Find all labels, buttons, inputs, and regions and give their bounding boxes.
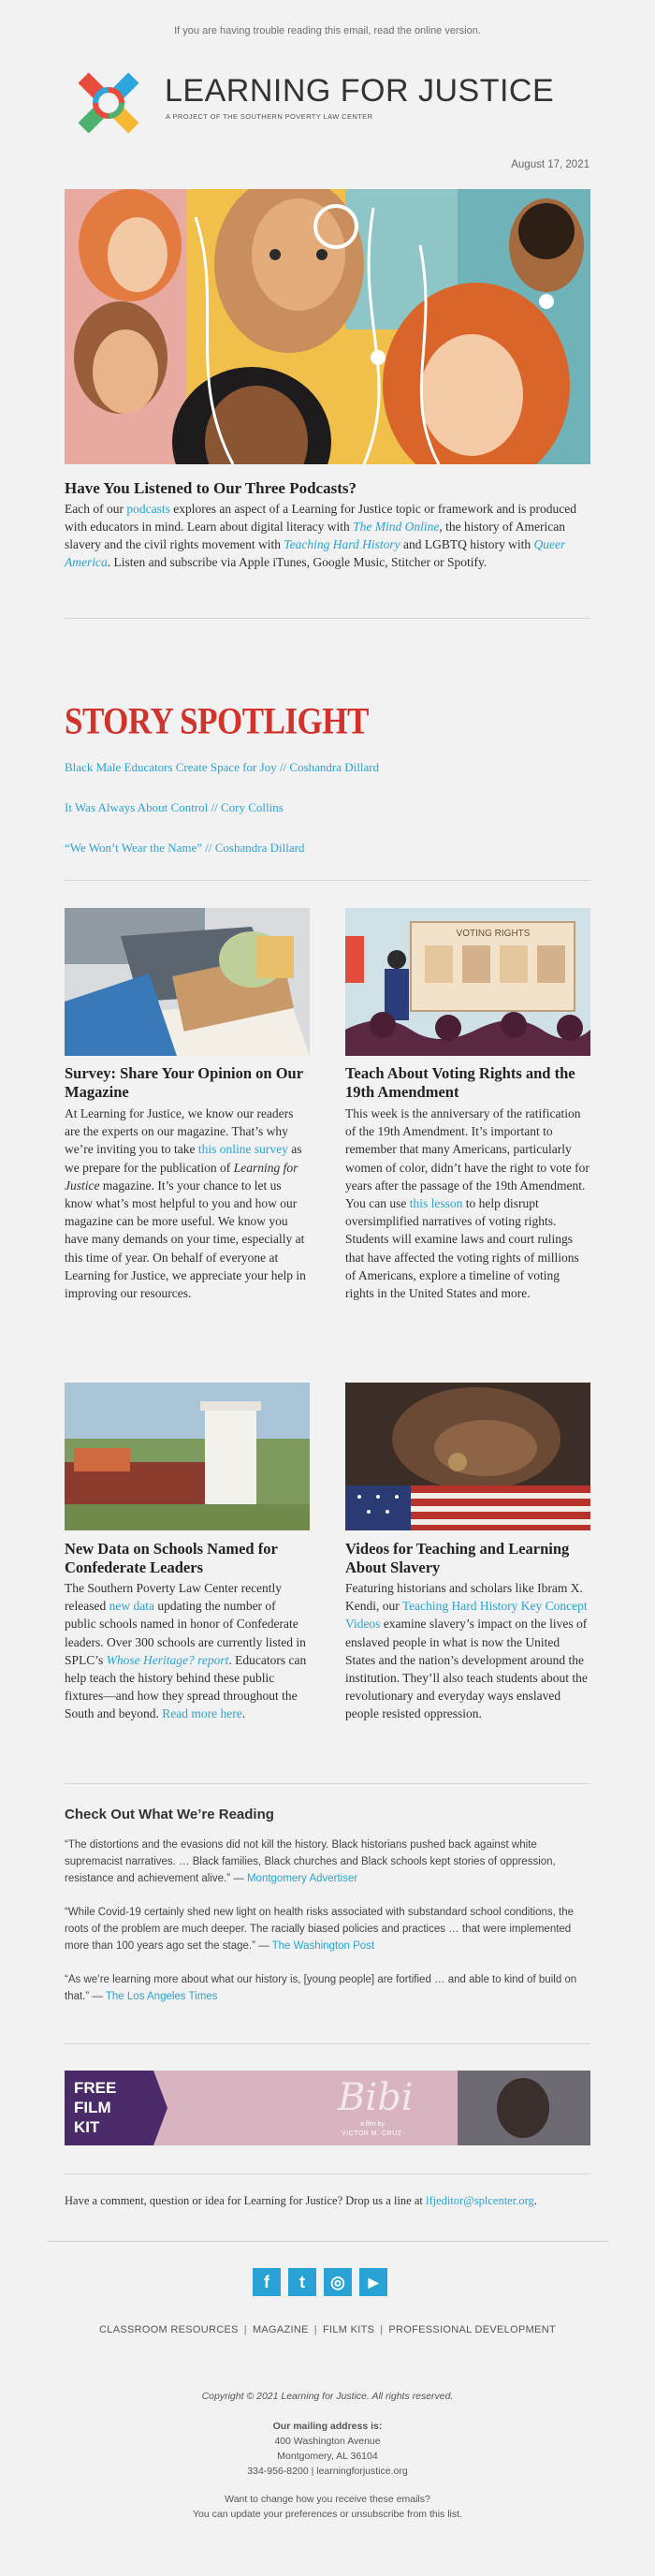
banner-line: FILM	[74, 2099, 111, 2116]
mind-online-link[interactable]: The Mind Online	[353, 520, 440, 534]
survey-text	[65, 1105, 310, 1302]
classroom-resources-link[interactable]: CLASSROOM RESOURCES	[99, 2324, 239, 2335]
footer-nav	[0, 2324, 655, 2335]
new-data-link[interactable]: new data	[109, 1599, 154, 1614]
brand-name: LEARNING FOR JUSTICE	[165, 73, 555, 109]
laptop-notebook-illustration	[65, 908, 310, 1056]
survey-image[interactable]	[65, 908, 310, 1056]
film-title: Bibi	[338, 2076, 414, 2119]
reading-heading: Check Out What We’re Reading	[65, 1807, 274, 1822]
professional-development-link[interactable]: PROFESSIONAL DEVELOPMENT	[388, 2324, 556, 2335]
text-segment: Have a comment, question or idea for Learning for Justice? Drop us a line at	[65, 2194, 426, 2207]
podcasts-text	[65, 500, 590, 571]
schools-text	[65, 1579, 310, 1723]
divider	[65, 880, 590, 881]
podcasts-title: Have You Listened to Our Three Podcasts?	[65, 479, 357, 497]
brand-tagline: A PROJECT OF THE SOUTHERN POVERTY LAW CENTER	[166, 112, 373, 121]
hands-logo-icon	[66, 60, 152, 146]
text-segment: to help disrupt oversimplified narratives of voting rights. Students will examine laws and court rulings that have affected the voting rights of millions of Americans, explore a timeline of voting rights in the United States and more.	[345, 1196, 579, 1301]
free-film-kit-banner[interactable]	[65, 2071, 590, 2145]
spotlight-link-2[interactable]: It Was Always About Control // Cory Collins	[65, 800, 284, 814]
quote-text: “While Covid-19 certainly shed new light on health risks associated with substandard school conditions, the roots of the problem are much deeper. The racially biased policies and practices … that were implemented more than 100 years ago set the stage.” —	[65, 1907, 574, 1952]
text-segment: . Listen and subscribe via Apple iTunes, Google Music, Stitcher or Spotify.	[107, 555, 488, 569]
podcast-listeners-illustration	[65, 189, 590, 464]
text-segment: At Learning for Justice, we know our readers are the experts on our magazine. That’s why we’re inviting you to take	[65, 1106, 294, 1157]
schools-image[interactable]	[65, 1383, 310, 1530]
instagram-icon[interactable]: ◎	[324, 2268, 352, 2296]
key-concept-videos-link[interactable]: Teaching Hard History Key Concept Videos	[345, 1599, 588, 1632]
contact-line: 334-956-8200 | learningforjustice.org	[247, 2466, 408, 2477]
text-segment: Learning for Justice	[65, 1160, 298, 1193]
divider	[65, 1783, 590, 1784]
text-segment: Each of our	[65, 502, 127, 516]
change-prompt: Want to change how you receive these emails?	[225, 2494, 430, 2505]
read-online-note[interactable]: If you are having trouble reading this email, read the online version.	[174, 25, 481, 37]
voting-lesson-link[interactable]: this lesson	[409, 1196, 463, 1211]
text-segment: .	[533, 2194, 537, 2207]
banner-line: FREE	[74, 2079, 117, 2097]
unsubscribe-link[interactable]: unsubscribe from this list	[351, 2509, 460, 2520]
preferences-line	[0, 2507, 655, 2522]
teaching-hard-history-link[interactable]: Teaching Hard History	[284, 537, 400, 551]
montgomery-advertiser-link[interactable]: Montgomery Advertiser	[246, 1873, 358, 1884]
film-banner-background	[65, 2071, 590, 2145]
text-segment: magazine. It’s your chance to let us know what’s most helpful to you and how our magazine can be more useful. We know you have many demands on your time, especially at this time of year. On behalf of everyone at Learning for Justice, we appreciate your help in improving our resources.	[65, 1178, 306, 1301]
update-preferences-link[interactable]: update your preferences	[230, 2509, 338, 2520]
film-credit: a film by	[360, 2121, 386, 2128]
voting-rights-classroom-illustration	[345, 908, 590, 1056]
nav-separator: |	[380, 2324, 384, 2335]
text-segment: You can	[193, 2509, 231, 2520]
magazine-link[interactable]: MAGAZINE	[252, 2324, 309, 2335]
free-film-kit-label	[74, 2078, 116, 2137]
film-director: VICTOR M. CRUZ	[342, 2130, 402, 2137]
podcasts-hero-image[interactable]	[65, 189, 590, 464]
editor-email-link[interactable]: lfjeditor@splcenter.org	[425, 2194, 534, 2207]
address-line-2: Montgomery, AL 36104	[277, 2451, 378, 2462]
quote-text: “The distortions and the evasions did not kill the history. Black historians pushed back against white supremacist narratives. … Black families, Black churches and Black schools kept stories of oppression, resistance and achievement alive.” —	[65, 1839, 556, 1884]
text-segment: examine slavery’s impact on the lives of enslaved people in what is now the United States and the nation’s development around the institution. They’ll also teach students about the revolutionary and everyday ways enslaved people resisted oppression.	[345, 1617, 588, 1721]
nav-separator: |	[243, 2324, 247, 2335]
read-more-link[interactable]: Read more here	[162, 1706, 242, 1721]
text-segment: updating the number of public schools named in honor of Confederate leaders. Over 300 schools are currently listed in SPLC’s	[65, 1599, 306, 1667]
text-segment: . Educators can help teach the history behind these public fixtures—and how they spread throughout the South and beyond.	[65, 1652, 307, 1721]
footer-divider	[47, 2241, 608, 2242]
hands-flag-photo	[345, 1383, 590, 1530]
voting-text	[345, 1105, 590, 1302]
reading-quote-3	[65, 1971, 590, 2005]
text-segment: explores an aspect of a Learning for Justice topic or framework and is produced with educators in mind. Learn about digital literacy with	[65, 502, 576, 534]
copyright: Copyright © 2021 Learning for Justice. All rights reserved.	[201, 2391, 454, 2402]
mailing-label: Our mailing address is:	[272, 2421, 383, 2432]
social-icons	[253, 2268, 387, 2296]
spotlight-link-1[interactable]: Black Male Educators Create Space for Joy // Coshandra Dillard	[65, 760, 380, 774]
text-segment: and LGBTQ history with	[400, 537, 534, 551]
address-line-1: 400 Washington Avenue	[274, 2436, 381, 2447]
text-segment: The Southern Poverty Law Center recently released	[65, 1581, 283, 1614]
banner-line: KIT	[74, 2118, 100, 2136]
nav-separator: |	[313, 2324, 317, 2335]
youtube-icon[interactable]: ▶	[359, 2268, 387, 2296]
quote-text: “As we’re learning more about what our history is, [young people] are fortified … and able to kind of build on that.” —	[65, 1974, 577, 2002]
videos-text	[345, 1579, 590, 1723]
text-segment: or	[337, 2509, 352, 2520]
podcasts-link[interactable]: podcasts	[126, 502, 170, 516]
text-segment: .	[241, 1706, 246, 1721]
washington-post-link[interactable]: The Washington Post	[271, 1940, 375, 1952]
reading-quote-1	[65, 1837, 590, 1887]
header-logo[interactable]	[66, 58, 599, 152]
videos-title: Videos for Teaching and Learning About Slavery	[345, 1540, 570, 1576]
voting-title: Teach About Voting Rights and the 19th Amendment	[345, 1064, 575, 1101]
school-monument-photo	[65, 1383, 310, 1530]
spotlight-link-3[interactable]: “We Won’t Wear the Name” // Coshandra Dillard	[65, 841, 305, 855]
divider	[65, 618, 590, 619]
voting-rights-sign: VOTING RIGHTS	[456, 929, 531, 939]
film-kits-link[interactable]: FILM KITS	[322, 2324, 375, 2335]
issue-date: August 17, 2021	[511, 159, 590, 170]
survey-link[interactable]: this online survey	[197, 1142, 288, 1157]
text-segment: This week is the anniversary of the ratification of the 19th Amendment. It’s important to remember that many Americans, particularly women of color, didn’t have the right to vote for years after the passage of the 19th Amendment. You can use	[345, 1106, 590, 1211]
comment-line	[65, 2194, 590, 2208]
queer-america-link[interactable]: Queer America	[65, 537, 566, 569]
facebook-icon[interactable]: f	[253, 2268, 281, 2296]
whose-heritage-link[interactable]: Whose Heritage? report	[106, 1652, 229, 1667]
text-segment: , the history of American slavery and the civil rights movement with	[65, 520, 566, 551]
text-segment: Featuring historians and scholars like Ibram X. Kendi, our	[345, 1581, 583, 1614]
twitter-icon[interactable]: t	[288, 2268, 316, 2296]
voting-rights-image[interactable]	[345, 908, 590, 1056]
schools-title: New Data on Schools Named for Confederate Leaders	[65, 1540, 278, 1576]
story-spotlight-heading: STORY SPOTLIGHT	[65, 700, 369, 742]
text-segment: .	[459, 2509, 462, 2520]
divider	[65, 2043, 590, 2044]
reading-quote-2	[65, 1904, 590, 1954]
survey-title: Survey: Share Your Opinion on Our Magazine	[65, 1064, 303, 1101]
text-segment: as we prepare for the publication of	[65, 1142, 302, 1175]
slavery-videos-image[interactable]	[345, 1383, 590, 1530]
la-times-link[interactable]: The Los Angeles Times	[105, 1991, 218, 2002]
